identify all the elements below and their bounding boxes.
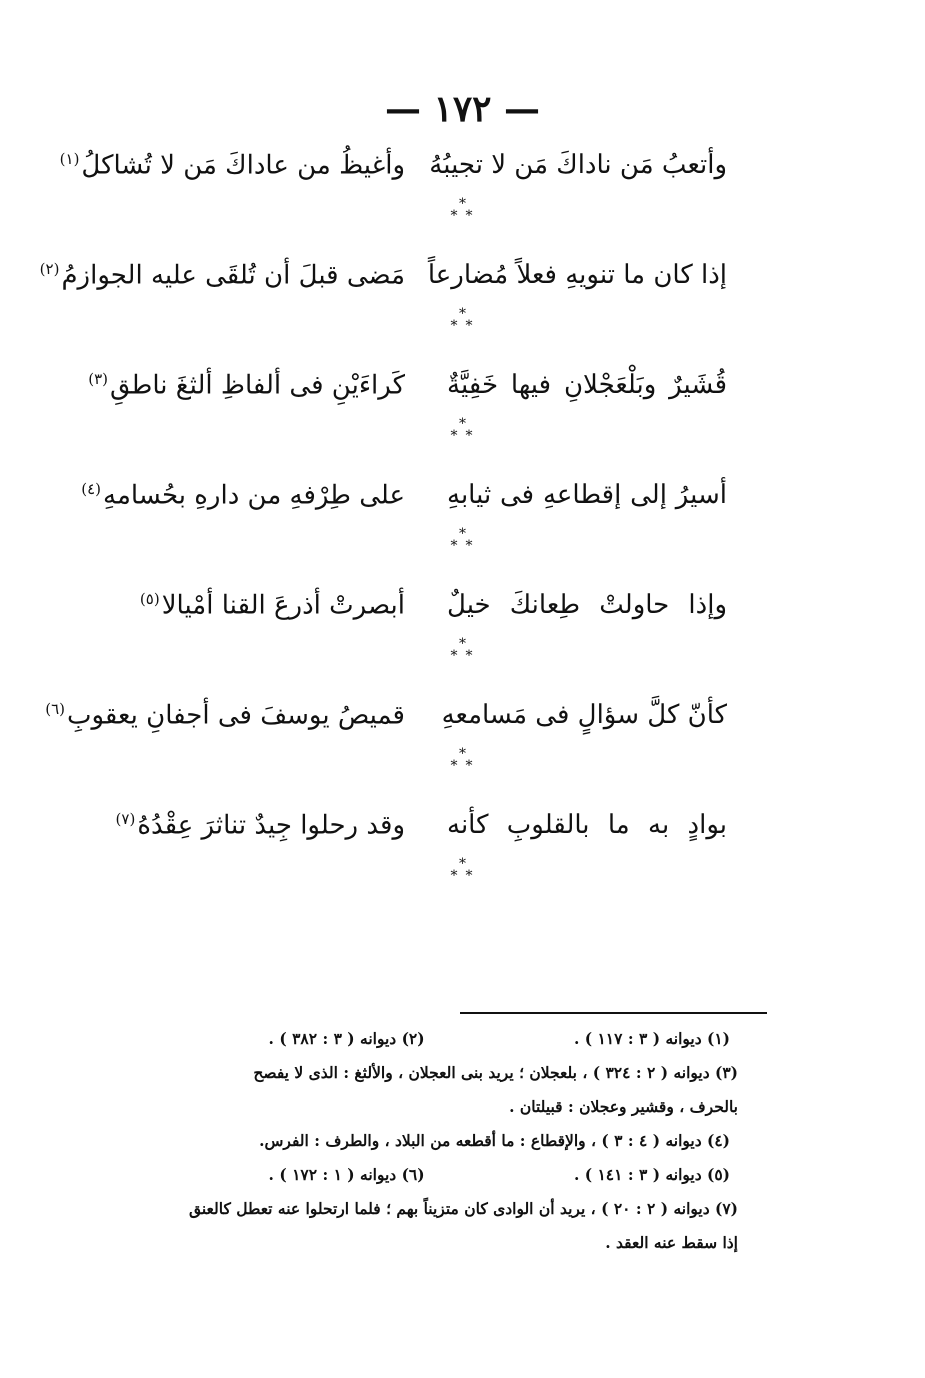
- verse-4-second-text: على طِرْفهِ من دارهِ بحُسامهِ: [103, 480, 405, 511]
- verse-3-second-hemistich: [88, 370, 405, 401]
- verse-7-second-hemistich: [115, 810, 405, 841]
- verse-3-first-hemistich: قُشَيرٌ وبَلْعَجْلانِ فيها خَفِيَّةٌ: [447, 370, 727, 400]
- verse-1-second-text: وأغيظُ من عاداكَ مَن لا تُشاكلُ: [81, 150, 405, 181]
- verse-separator: * **: [450, 746, 481, 774]
- verse-6-first-hemistich: كأنّ كلَّ سؤالٍ فى مَسامعهِ: [441, 700, 727, 730]
- verse-separator: * **: [450, 636, 481, 664]
- verse-3: [0, 370, 925, 480]
- verse-2-second-hemistich: [39, 260, 405, 291]
- verse-7-second-text: وقد رحلوا جِيدٌ تناثرَ عِقْدُهُ: [137, 810, 405, 841]
- verse-6-second-text: قميصُ يوسفَ فى أجفانِ يعقوبِ: [67, 700, 405, 731]
- page-number: — ١٧٢ —: [384, 88, 541, 130]
- verse-4-second-hemistich: [81, 480, 405, 511]
- verse-2-second-text: مَضى قبلَ أن تُلقَى عليه الجوازمُ: [61, 260, 405, 291]
- verse-1-second-hemistich: [59, 150, 405, 181]
- verse-7-first-hemistich: بوادٍ به ما بالقلوبِ كأنه: [447, 810, 727, 840]
- footnote-1-2: [100, 1022, 730, 1056]
- verse-7: [0, 810, 925, 920]
- footnote-ref-2: (٢): [39, 260, 60, 278]
- footnote-ref-6: (٦): [45, 700, 65, 718]
- verse-1: [0, 150, 925, 260]
- verse-separator: * **: [450, 856, 481, 884]
- verse-separator: * **: [450, 416, 481, 444]
- verse-5-second-hemistich: [139, 590, 405, 621]
- footnote-ref-5: (٥): [139, 590, 160, 608]
- verse-2: [0, 260, 925, 370]
- verse-6: [0, 700, 925, 810]
- footnote-7-line-2: إذا سقط عنه العقد .: [605, 1233, 738, 1252]
- verse-separator: * **: [450, 526, 481, 554]
- verse-5-first-hemistich: وإذا حاولتْ طِعانكَ خيلٌ: [447, 590, 727, 620]
- verse-4: [0, 480, 925, 590]
- footnote-7-line-1: (٧) ديوانه ( ٢ : ٢٠ ) ، يريد أن الوادى كان متزيناً بهم ؛ فلما ارتحلوا عنه تعطل كالعنق: [188, 1199, 738, 1218]
- footnote-2: (٢) ديوانه ( ٣ : ٣٨٢ ) .: [268, 1029, 425, 1048]
- verse-4-first-hemistich: أسيرُ إلى إقطاعهِ فى ثيابهِ: [447, 480, 727, 510]
- footnote-rule: [460, 1012, 767, 1014]
- footnote-5-6: [100, 1158, 730, 1192]
- footnote-3-line-1: (٣) ديوانه ( ٢ : ٣٢٤ ) ، بلعجلان ؛ يريد بنى العجلان ، والألثغ : الذى لا يفصح: [253, 1063, 738, 1082]
- footnote-6: (٦) ديوانه ( ١ : ١٧٢ ) .: [268, 1165, 425, 1184]
- verse-1-first-hemistich: وأتعبُ مَن ناداكَ مَن لا تجيبُهُ: [429, 150, 727, 180]
- verse-6-second-hemistich: [45, 700, 405, 731]
- footnote-ref-1: (١): [59, 150, 80, 168]
- poem-verses: [0, 150, 925, 920]
- verse-5-second-text: أبصرتْ أذرعَ القنا أمْيالا: [161, 590, 405, 621]
- verse-2-first-hemistich: إذا كان ما تنويهِ فعلاً مُضارعاً: [427, 260, 727, 290]
- footnote-ref-4: (٤): [81, 480, 102, 498]
- verse-3-second-text: كَراءَيْنِ فى ألفاظِ ألثغَ ناطقِ: [110, 370, 405, 401]
- verse-5: [0, 590, 925, 700]
- footnote-5: (٥) ديوانه ( ٣ : ١٤١ ) .: [573, 1165, 730, 1184]
- footnote-ref-3: (٣): [88, 370, 108, 388]
- footnotes: [100, 1022, 738, 1260]
- footnote-ref-7: (٧): [115, 810, 136, 828]
- verse-separator: * **: [450, 306, 481, 334]
- footnote-1: (١) ديوانه ( ٣ : ١١٧ ) .: [573, 1029, 730, 1048]
- verse-separator: * **: [450, 196, 481, 224]
- footnote-4: (٤) ديوانه ( ٤ : ٣ ) ، والإقطاع : ما أقطعه من البلاد ، والطرف : الفرس.: [259, 1131, 730, 1150]
- footnote-3-line-2: بالحرف ، وقشير وعجلان : قبيلتان .: [509, 1097, 738, 1116]
